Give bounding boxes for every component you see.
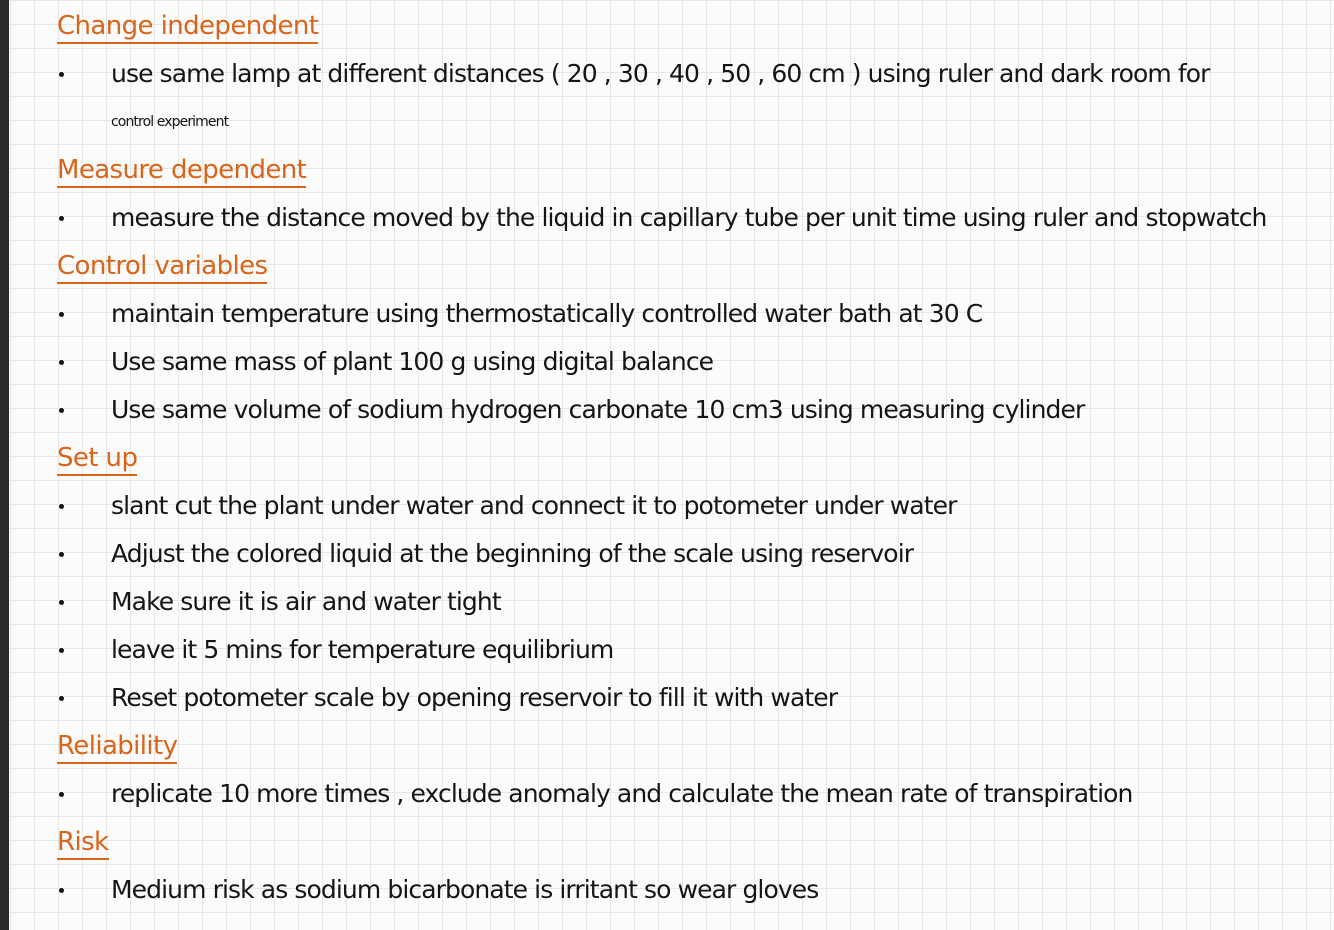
section-heading — [57, 146, 306, 194]
notes-page — [0, 2, 1334, 914]
section-heading-text: Risk — [57, 827, 109, 860]
list-item — [0, 674, 1334, 722]
bullet-dot — [0, 530, 111, 578]
list-item — [0, 290, 1334, 338]
item-text: maintain temperature using thermostatically controlled water bath at 30 C — [111, 299, 983, 328]
section-heading — [57, 2, 318, 50]
list-item — [0, 866, 1334, 914]
list-item — [0, 50, 1334, 98]
list-item — [0, 338, 1334, 386]
section-heading — [57, 818, 109, 866]
item-text: Make sure it is air and water tight — [111, 587, 501, 616]
item-text: replicate 10 more times , exclude anomaly and calculate the mean rate of transpiration — [111, 779, 1133, 808]
bullet-dot — [0, 674, 111, 722]
section-control-variables — [0, 242, 1334, 434]
item-text: Adjust the colored liquid at the beginning of the scale using reservoir — [111, 539, 914, 568]
section-heading — [57, 434, 137, 482]
section-change-independent — [0, 2, 1334, 146]
bullet-dot — [0, 338, 111, 386]
item-text: leave it 5 mins for temperature equilibrium — [111, 635, 614, 664]
section-set-up — [0, 434, 1334, 722]
item-text: Use same mass of plant 100 g using digital balance — [111, 347, 714, 376]
list-item — [0, 482, 1334, 530]
section-measure-dependent — [0, 146, 1334, 242]
bullet-dot — [0, 866, 111, 914]
section-heading-text: Change independent — [57, 11, 318, 44]
section-heading — [57, 242, 267, 290]
list-item — [0, 386, 1334, 434]
list-item — [0, 578, 1334, 626]
item-text: Use same volume of sodium hydrogen carbonate 10 cm3 using measuring cylinder — [111, 395, 1085, 424]
list-item — [0, 626, 1334, 674]
bullet-dot — [0, 770, 111, 818]
list-item — [0, 530, 1334, 578]
section-heading-text: Measure dependent — [57, 155, 306, 188]
item-text: use same lamp at different distances ( 20 , 30 , 40 , 50 , 60 cm ) using ruler and dark room for — [111, 59, 1210, 88]
item-text: measure the distance moved by the liquid in capillary tube per unit time using ruler and stopwatch — [111, 203, 1267, 232]
section-heading — [57, 722, 177, 770]
bullet-dot — [0, 482, 111, 530]
item-text: Reset potometer scale by opening reservoir to fill it with water — [111, 683, 838, 712]
section-reliability — [0, 722, 1334, 818]
list-item — [0, 770, 1334, 818]
section-heading-text: Reliability — [57, 731, 177, 764]
bullet-dot — [0, 50, 111, 98]
bullet-dot — [0, 290, 111, 338]
item-text: Medium risk as sodium bicarbonate is irritant so wear gloves — [111, 875, 819, 904]
section-heading-text: Control variables — [57, 251, 267, 284]
section-heading-text: Set up — [57, 443, 137, 476]
bullet-dot — [0, 626, 111, 674]
bullet-dot — [0, 194, 111, 242]
bullet-dot — [0, 386, 111, 434]
section-risk — [0, 818, 1334, 914]
item-text-continued: control experiment — [111, 114, 229, 130]
list-item — [0, 194, 1334, 242]
bullet-dot — [0, 578, 111, 626]
item-text: slant cut the plant under water and connect it to potometer under water — [111, 491, 957, 520]
